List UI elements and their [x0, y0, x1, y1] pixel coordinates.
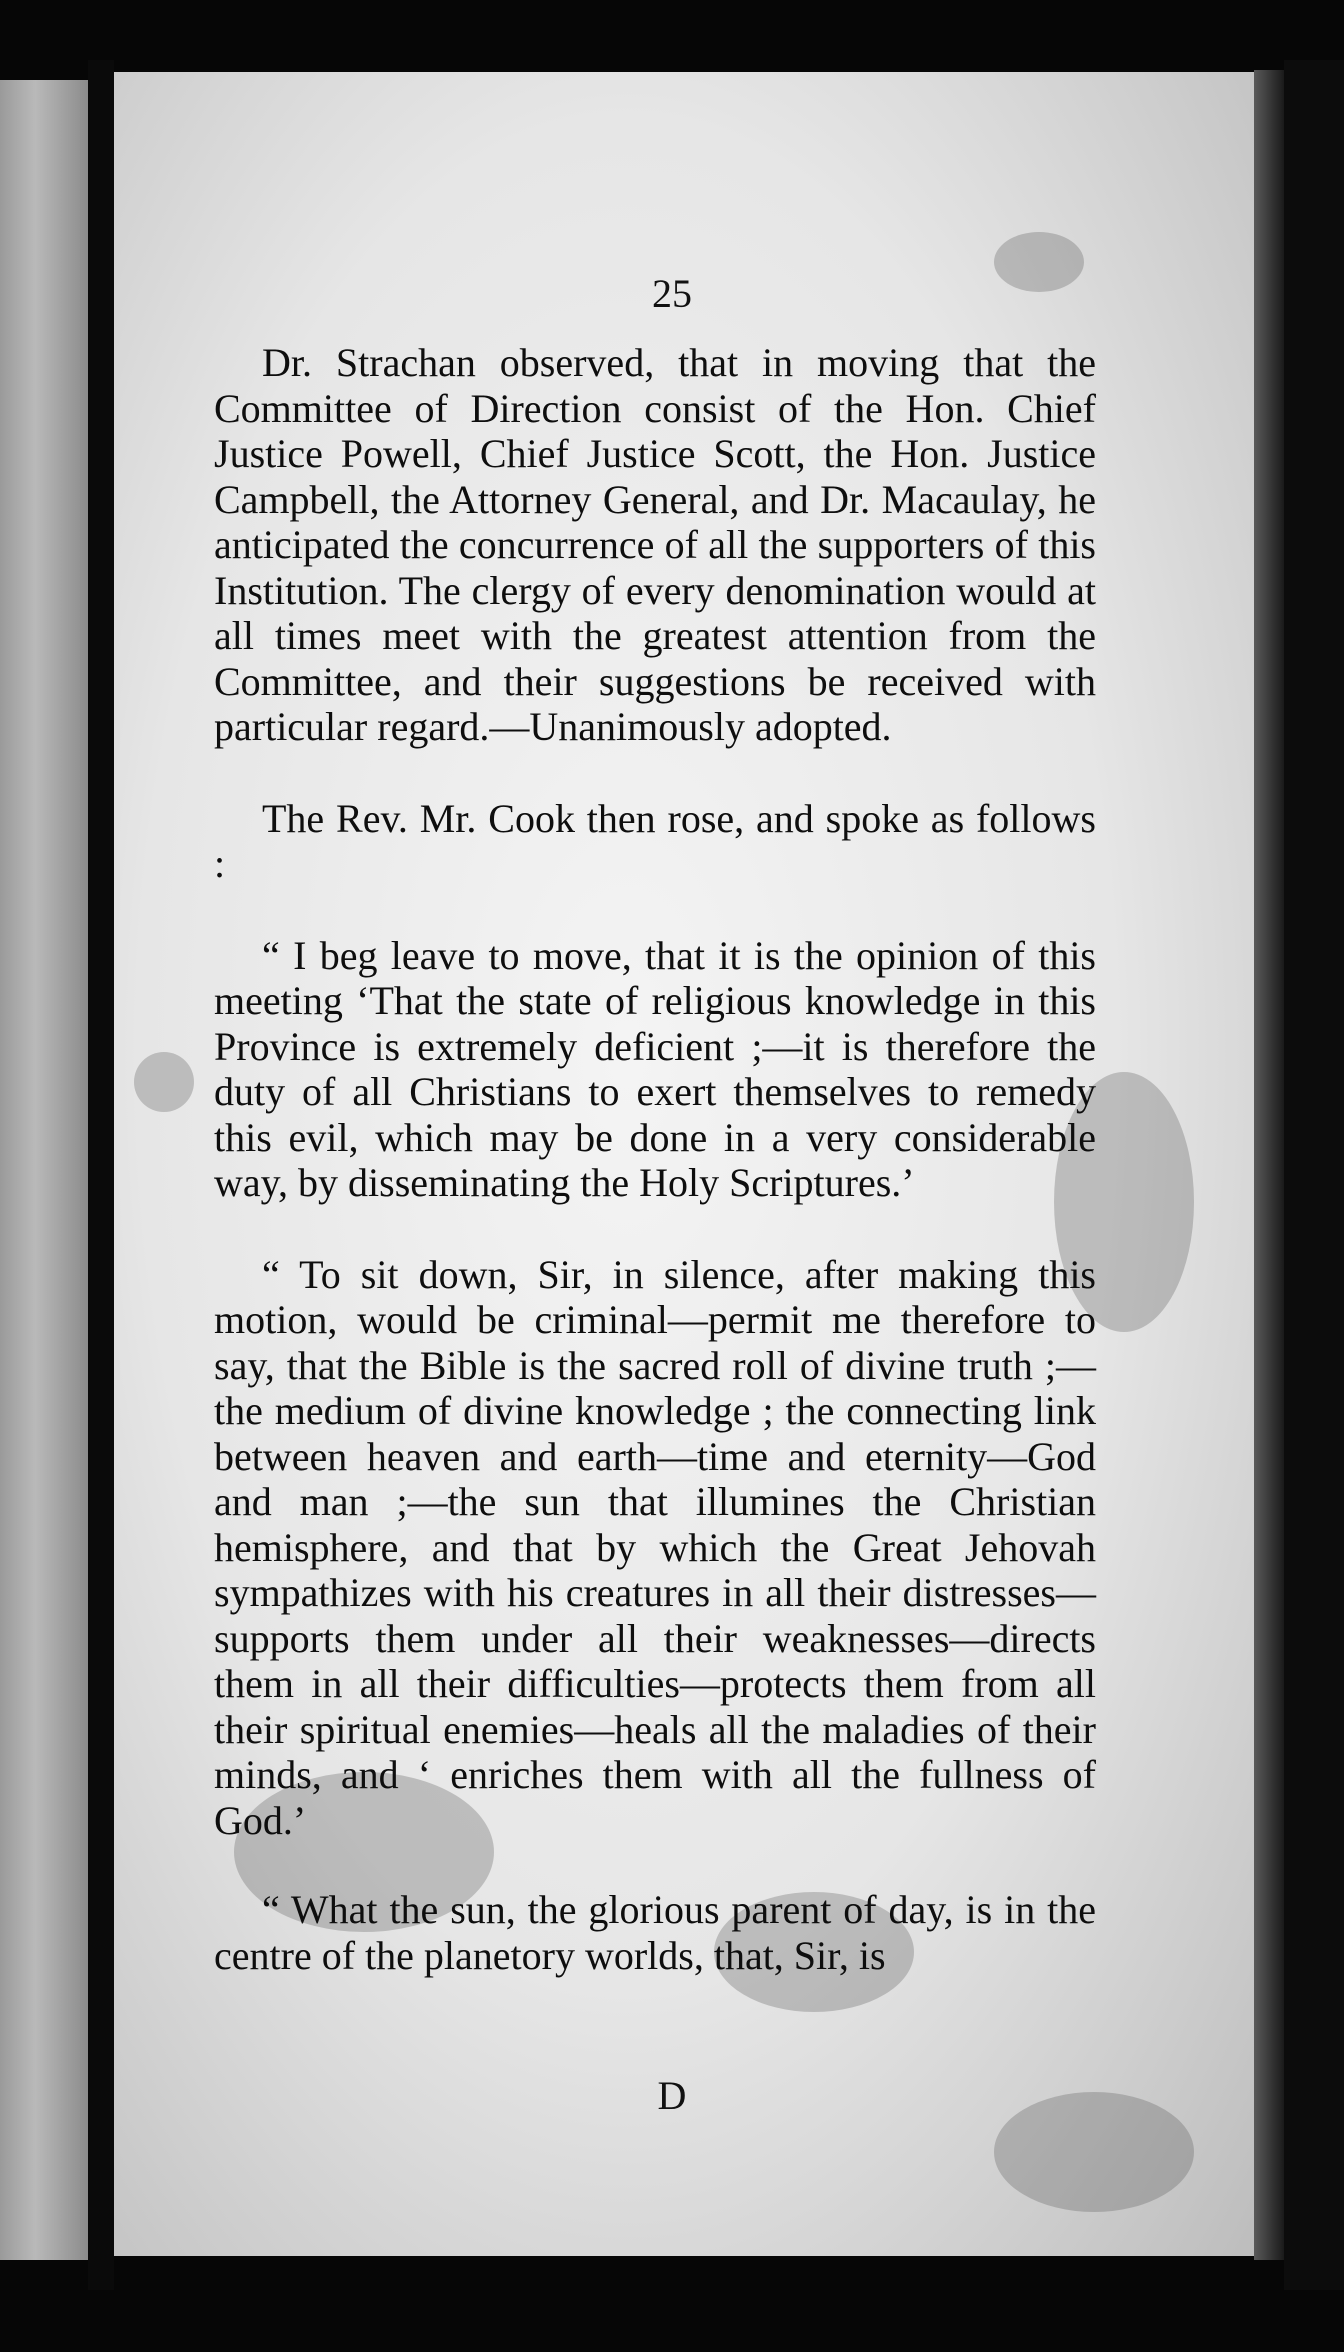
foxing-stain	[134, 1052, 194, 1112]
page-fore-edge	[1254, 70, 1284, 2260]
body-text	[214, 340, 1096, 1978]
paragraph-strachan: Dr. Strachan observed, that in moving that the Committee of Direction consist of the Hon. Chief Justice Powell, Chief Justice Scott, the Hon. Justice Campbell, the Attorney General, and Dr. Macaulay, he anticipated the concurrence of all the supporters of this Institution. The clergy of every denomination would at all times meet with the greatest attention from the Committee, and their suggestions be received with particular regard.—Unanimously adopted.	[214, 340, 1096, 749]
signature-mark: D	[657, 2073, 687, 2118]
page-number: 25	[652, 271, 692, 316]
facing-page-edge	[0, 80, 88, 2260]
paragraph-sun: “ What the sun, the glorious parent of day, is in the centre of the planetory worlds, that, Sir, is	[214, 1887, 1096, 1978]
book-gutter	[88, 60, 114, 2290]
paragraph-motion: “ I beg leave to move, that it is the opinion of this meeting ‘That the state of religious knowledge in this Province is extremely deficient ;—it is therefore the duty of all Christians to exert themselves to remedy this evil, which may be done in a very considerable way, by disseminating the Holy Scriptures.’	[214, 932, 1096, 1205]
paragraph-cook-intro: The Rev. Mr. Cook then rose, and spoke as follows :	[214, 795, 1096, 886]
paragraph-bible: “ To sit down, Sir, in silence, after making this motion, would be criminal—permit me therefore to say, that the Bible is the sacred roll of divine truth ;—the medium of divine knowledge ; the connecting link between heaven and earth—time and eternity—God and man ;—the sun that illumines the Christian hemisphere, and that by which the Great Jehovah sympathizes with his creatures in all their distresses—supports them under all their weaknesses—directs them in all their difficulties—protects them from all their spiritual enemies—heals all the maladies of their minds, and ‘ enriches them with all the fullness of God.’	[214, 1251, 1096, 1843]
book-border	[1284, 60, 1344, 2290]
